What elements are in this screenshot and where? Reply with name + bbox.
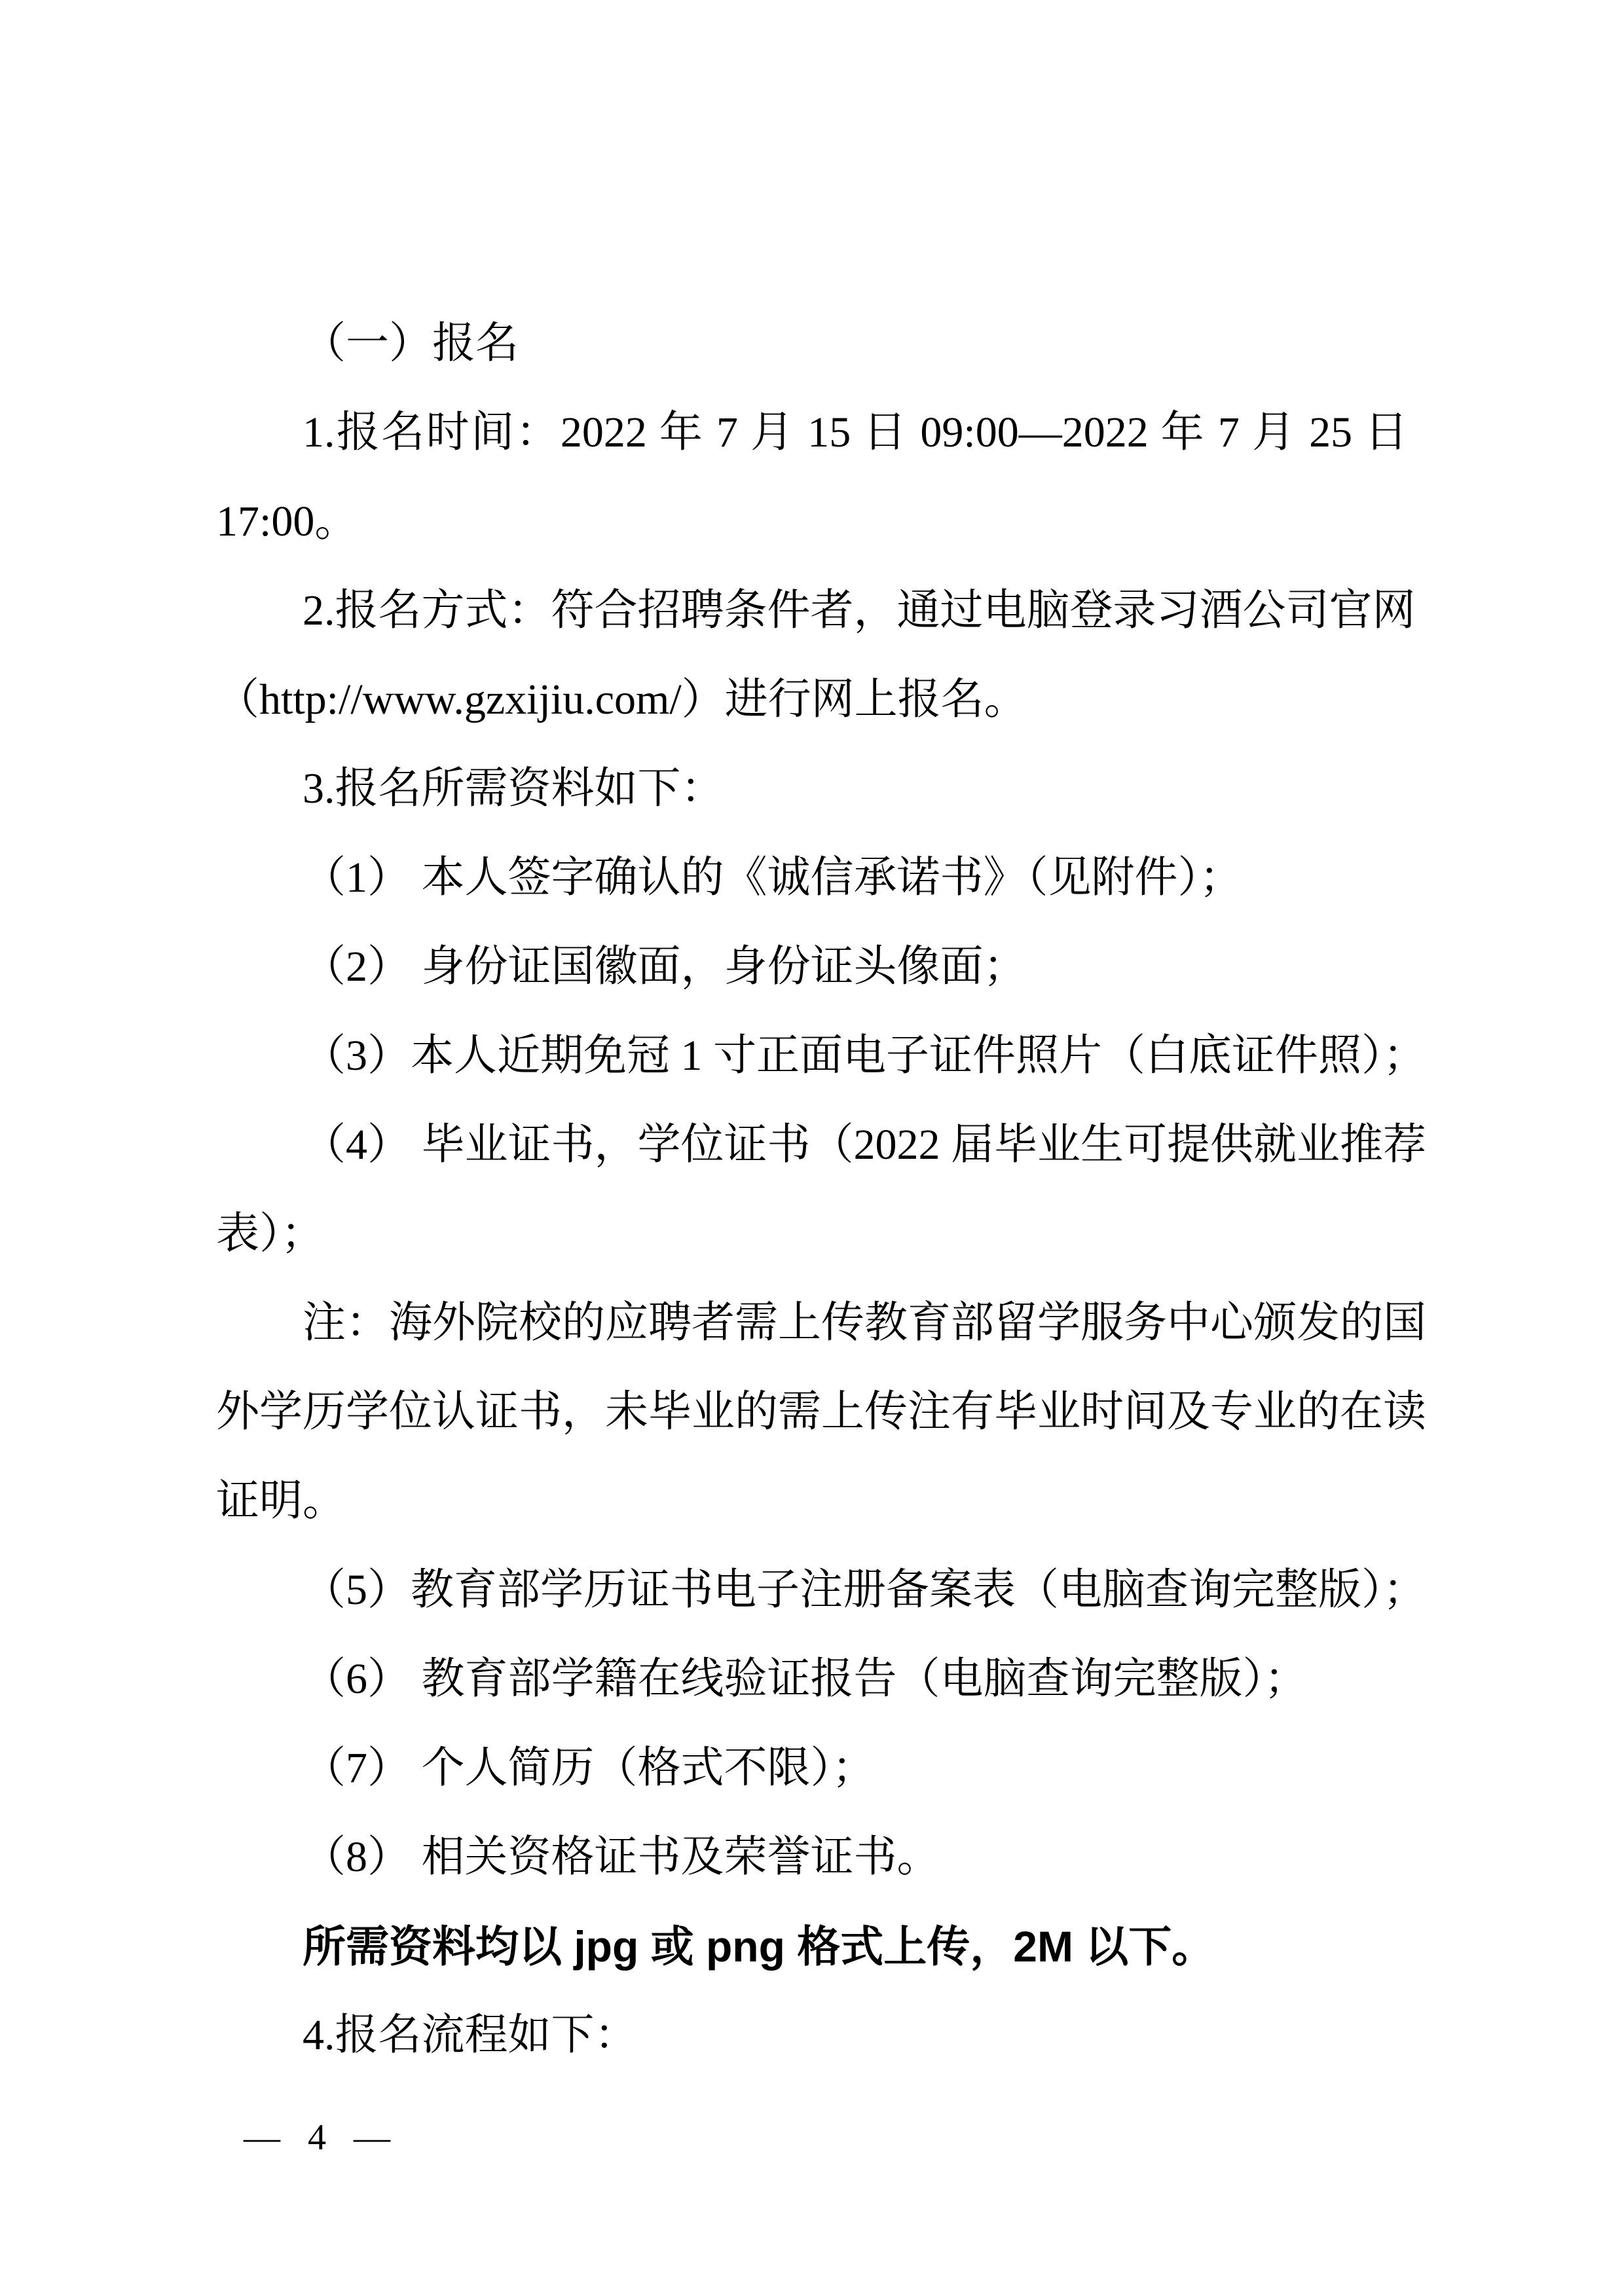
list-item-4: （4） 毕业证书，学位证书（2022 届毕业生可提供就业推荐 (303, 1121, 1426, 1169)
list-item-7: （7） 个人简历（格式不限）； (303, 1744, 876, 1792)
note-line-1: 注：海外院校的应聘者需上传教育部留学服务中心颁发的国 (303, 1299, 1426, 1347)
list-item-2: （2） 身份证国徽面，身份证头像面； (303, 943, 1027, 991)
paragraph-line-registration-time-cont: 17:00。 (216, 498, 358, 545)
list-item-3: （3）本人近期免冠 1 寸正面电子证件照片（白底证件照）； (303, 1032, 1426, 1080)
note-line-3: 证明。 (216, 1477, 346, 1525)
list-item-6: （6） 教育部学籍在线验证报告（电脑查询完整版）； (303, 1655, 1308, 1703)
list-item-8: （8） 相关资格证书及荣誉证书。 (303, 1833, 940, 1881)
document-body (216, 299, 1426, 2080)
paragraph-line-process-intro: 4.报名流程如下： (303, 2011, 638, 2059)
section-heading: （一）报名 (303, 319, 519, 367)
list-item-1: （1） 本人签字确认的《诚信承诺书》（见附件）； (303, 854, 1243, 902)
upload-format-note: 所需资料均以 jpg 或 png 格式上传，2M 以下。 (303, 1922, 1215, 1971)
paragraph-line-registration-time: 1.报名时间：2022 年 7 月 15 日 09:00—2022 年 7 月 25 日 (303, 409, 1408, 456)
paragraph-line-website-url: （http://www.gzxijiu.com/）进行网上报名。 (216, 676, 1027, 723)
note-line-2: 外学历学位认证书，未毕业的需上传注有毕业时间及专业的在读 (216, 1388, 1426, 1436)
list-item-4-cont: 表）； (216, 1210, 324, 1258)
list-item-5: （5）教育部学历证书电子注册备案表（电脑查询完整版）； (303, 1566, 1426, 1614)
paragraph-line-registration-method: 2.报名方式：符合招聘条件者，通过电脑登录习酒公司官网 (303, 587, 1416, 634)
paragraph-line-materials-intro: 3.报名所需资料如下： (303, 765, 724, 812)
page-number: — 4 — (244, 2117, 390, 2158)
